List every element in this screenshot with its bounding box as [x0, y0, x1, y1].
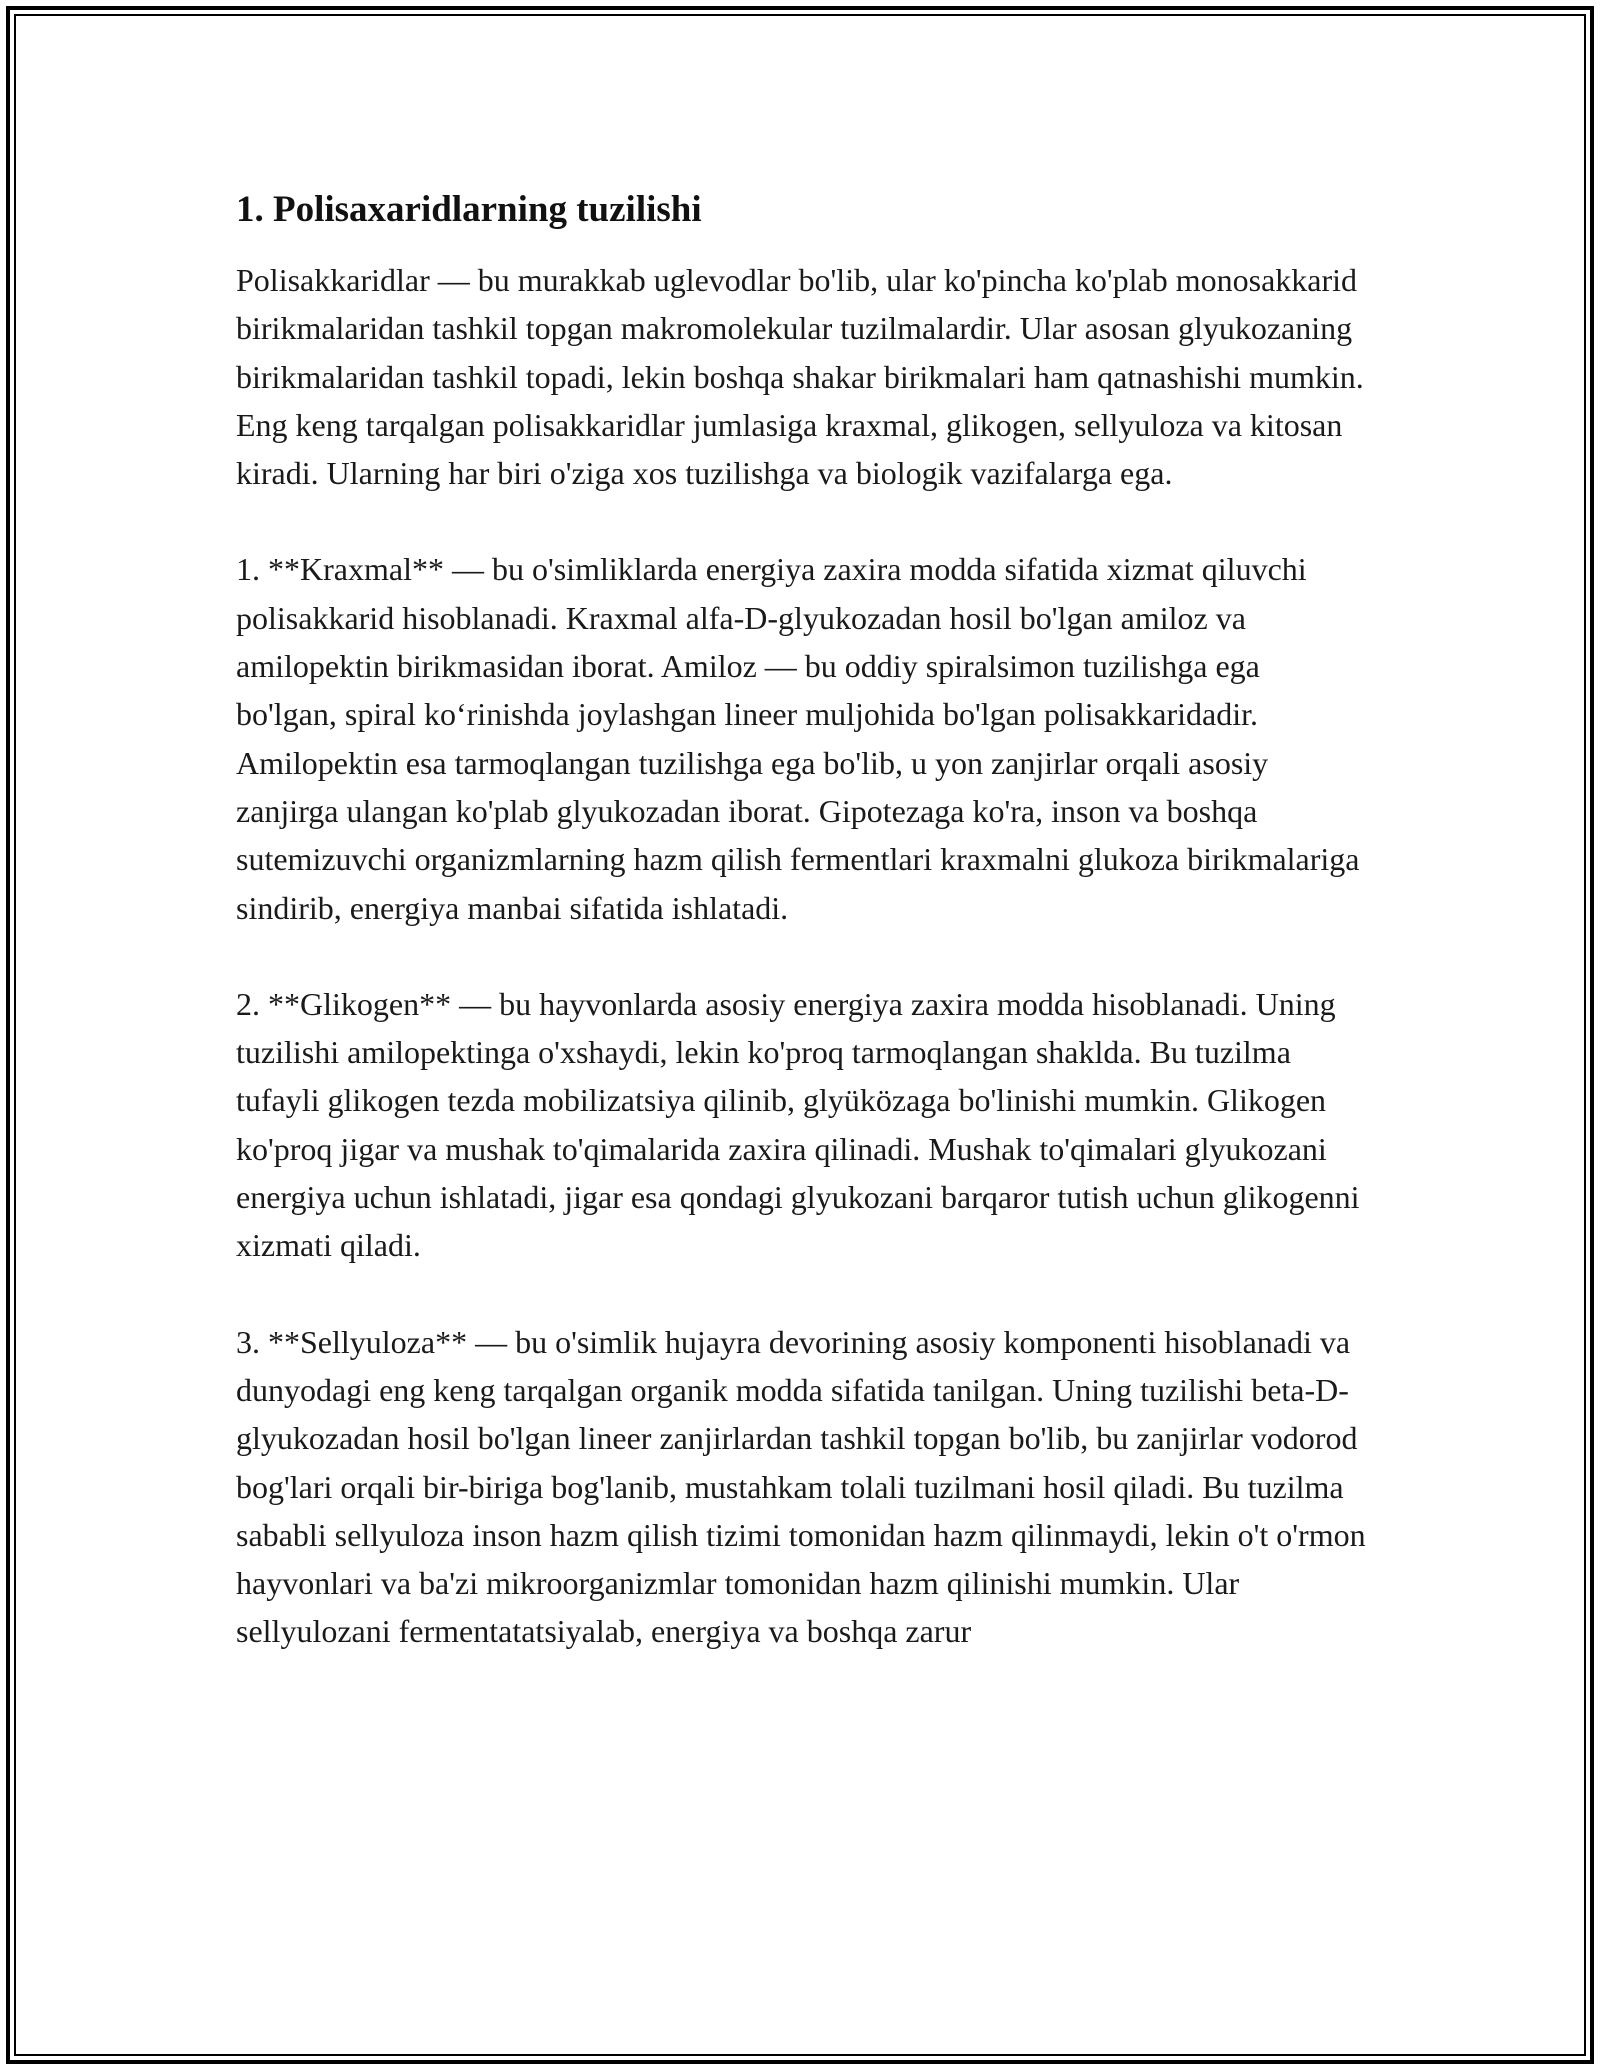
glikogen-paragraph: 2. **Glikogen** — bu hayvonlarda asosiy energiya zaxira modda hisoblanadi. Uning tuzilishi amilopektinga o'xshaydi, lekin ko'proq tarmoqlangan shaklda. Bu tuzilma tufayli glikogen tezda mobilizatsiya qilinib, glyüközaga bo'linishi mumkin. Glikogen ko'proq jigar va mushak to'qimalarida zaxira qilinadi. Mushak to'qimalari glyukozani energiya uchun ishlatadi, jigar esa qondagi glyukozani barqaror tutish uchun glikogenni xizmati qiladi. — [236, 985, 1360, 1264]
document-body — [236, 186, 1366, 1704]
sellyuloza-paragraph: 3. **Sellyuloza** — bu o'simlik hujayra devorining asosiy komponenti hisoblanadi va dunyodagi eng keng tarqalgan organik modda sifatida tanilgan. Uning tuzilishi beta-D-glyukozadan hosil bo'lgan lineer zanjirlardan tashkil topgan bo'lib, bu zanjirlar vodorod bog'lari orqali bir-biriga bog'lanib, mustahkam tolali tuzilmani hosil qiladi. Bu tuzilma sababli sellyuloza inson hazm qilish tizimi tomonidan hazm qilinmaydi, lekin o't o'rmon hayvonlari va ba'zi mikroorganizmlar tomonidan hazm qilinishi mumkin. Ular sellyulozani fermentatatsiyalab, energiya va boshqa zarur — [236, 1323, 1366, 1650]
kraxmal-paragraph: 1. **Kraxmal** — bu o'simliklarda energiya zaxira modda sifatida xizmat qiluvchi polisakkarid hisoblanadi. Kraxmal alfa-D-glyukozadan hosil bo'lgan amiloz va amilopektin birikmasidan iborat. Amiloz — bu oddiy spiralsimon tuzilishga ega bo'lgan, spiral ko‘rinishda joylashgan lineer muljohida bo'lgan polisakkaridadir. Amilopektin esa tarmoqlangan tuzilishga ega bo'lib, u yon zanjirlar orqali asosiy zanjirga ulangan ko'plab glyukozadan iborat. Gipotezaga ko'ra, inson va boshqa sutemizuvchi organizmlarning hazm qilish fermentlari kraxmalni glukoza birikmalariga sindirib, energiya manbai sifatida ishlatadi. — [236, 551, 1360, 926]
intro-paragraph: Polisakkaridlar — bu murakkab uglevodlar bo'lib, ular ko'pincha ko'plab monosakkarid birikmalaridan tashkil topgan makromolekular tuzilmalardir. Ular asosan glyukozaning birikmalaridan tashkil topadi, lekin boshqa shakar birikmalari ham qatnashishi mumkin. Eng keng tarqalgan polisakkaridlar jumlasiga kraxmal, glikogen, sellyuloza va kitosan kiradi. Ularning har biri o'ziga xos tuzilishga va biologik vazifalarga ega. — [236, 262, 1364, 492]
section-heading: 1. Polisaxaridlarning tuzilishi — [236, 189, 702, 230]
